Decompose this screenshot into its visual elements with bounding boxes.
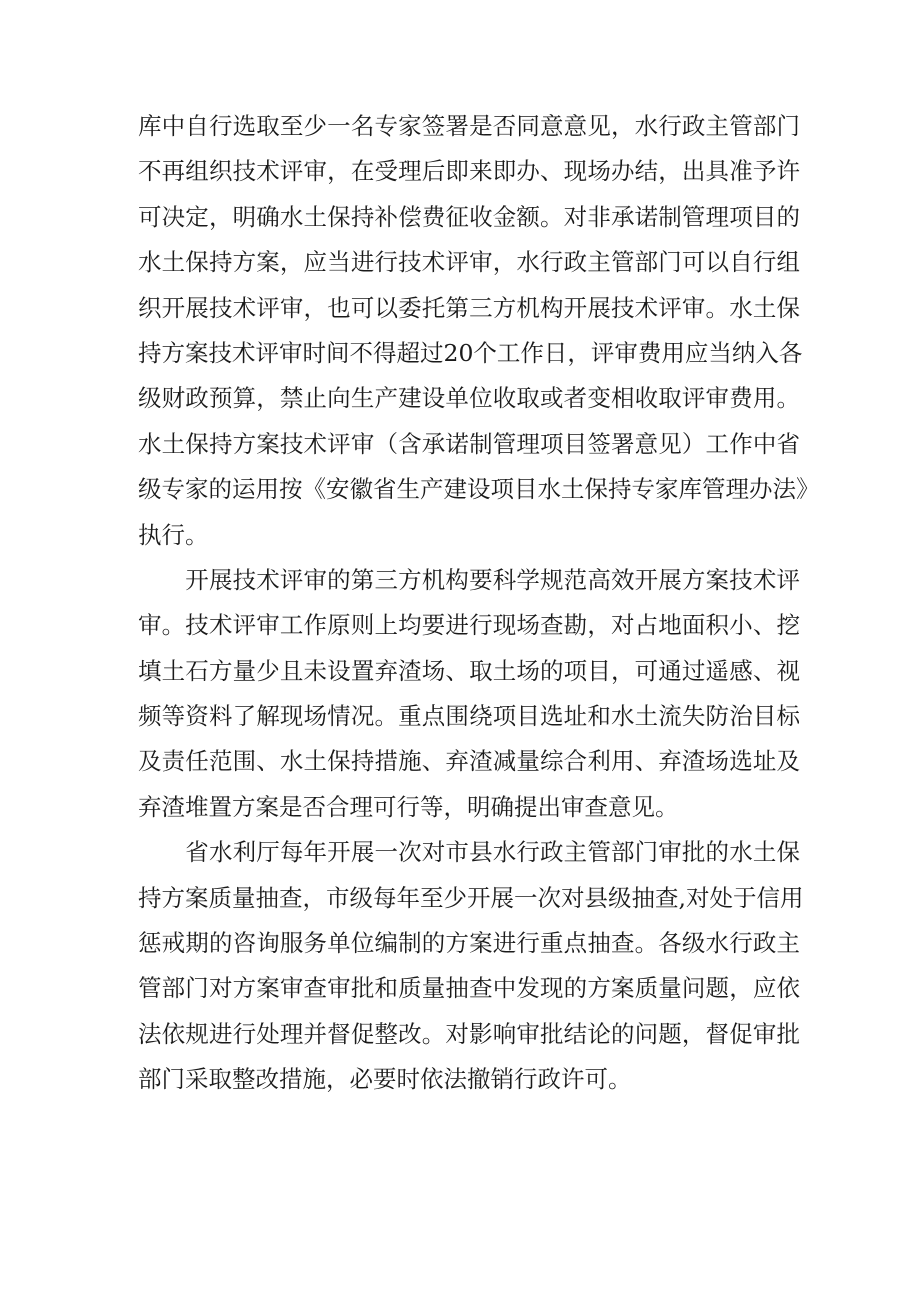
paragraph-line: 惩戒期的咨询服务单位编制的方案进行重点抽查。各级水行政主 bbox=[138, 929, 800, 958]
paragraph-line: 部门采取整改措施，必要时依法撤销行政许可。 bbox=[138, 1065, 632, 1094]
paragraph-line: 持方案质量抽查，市级每年至少开展一次对县级抽查,对处于信用 bbox=[138, 883, 804, 912]
paragraph-line: 省水利厅每年开展一次对市县水行政主管部门审批的水土保 bbox=[138, 838, 800, 867]
body-text bbox=[138, 104, 820, 1103]
paragraph-line: 填土石方量少且未设置弃渣场、取土场的项目，可通过遥感、视 bbox=[138, 656, 800, 685]
paragraph-line: 执行。 bbox=[138, 520, 209, 549]
paragraph-line: 频等资料了解现场情况。重点围绕项目选址和水土流失防治目标 bbox=[138, 702, 800, 731]
paragraph-line: 库中自行选取至少一名专家签署是否同意意见，水行政主管部门 bbox=[138, 112, 800, 140]
paragraph-line: 审。技术评审工作原则上均要进行现场查勘，对占地面积小、挖 bbox=[138, 611, 800, 640]
paragraph-line: 水土保持方案技术评审（含承诺制管理项目签署意见）工作中省 bbox=[138, 429, 800, 458]
paragraph-line: 开展技术评审的第三方机构要科学规范高效开展方案技术评 bbox=[138, 565, 800, 594]
paragraph-line: 级财政预算，禁止向生产建设单位收取或者变相收取评审费用。 bbox=[138, 384, 800, 413]
paragraph-line: 持方案技术评审时间不得超过20个工作日，评审费用应当纳入各 bbox=[138, 338, 803, 367]
paragraph-line: 弃渣堆置方案是否合理可行等，明确提出审查意见。 bbox=[138, 792, 679, 821]
paragraph-line: 织开展技术评审，也可以委托第三方机构开展技术评审。水土保 bbox=[138, 293, 800, 322]
paragraph-line: 可决定，明确水土保持补偿费征收金额。对非承诺制管理项目的 bbox=[138, 202, 800, 231]
paragraph-line: 及责任范围、水土保持措施、弃渣减量综合利用、弃渣场选址及 bbox=[138, 747, 800, 776]
paragraph-3 bbox=[138, 830, 804, 1102]
paragraph-2 bbox=[138, 558, 800, 830]
paragraph-line: 管部门对方案审查审批和质量抽查中发现的方案质量问题，应依 bbox=[138, 974, 800, 1003]
paragraph-1 bbox=[138, 104, 820, 558]
paragraph-line: 不再组织技术评审，在受理后即来即办、现场办结，出具准予许 bbox=[138, 157, 800, 186]
paragraph-line: 级专家的运用按《安徽省生产建设项目水土保持专家库管理办法》 bbox=[138, 475, 820, 504]
paragraph-line: 水土保持方案，应当进行技术评审，水行政主管部门可以自行组 bbox=[138, 248, 800, 277]
paragraph-line: 法依规进行处理并督促整改。对影响审批结论的问题，督促审批 bbox=[138, 1019, 800, 1048]
